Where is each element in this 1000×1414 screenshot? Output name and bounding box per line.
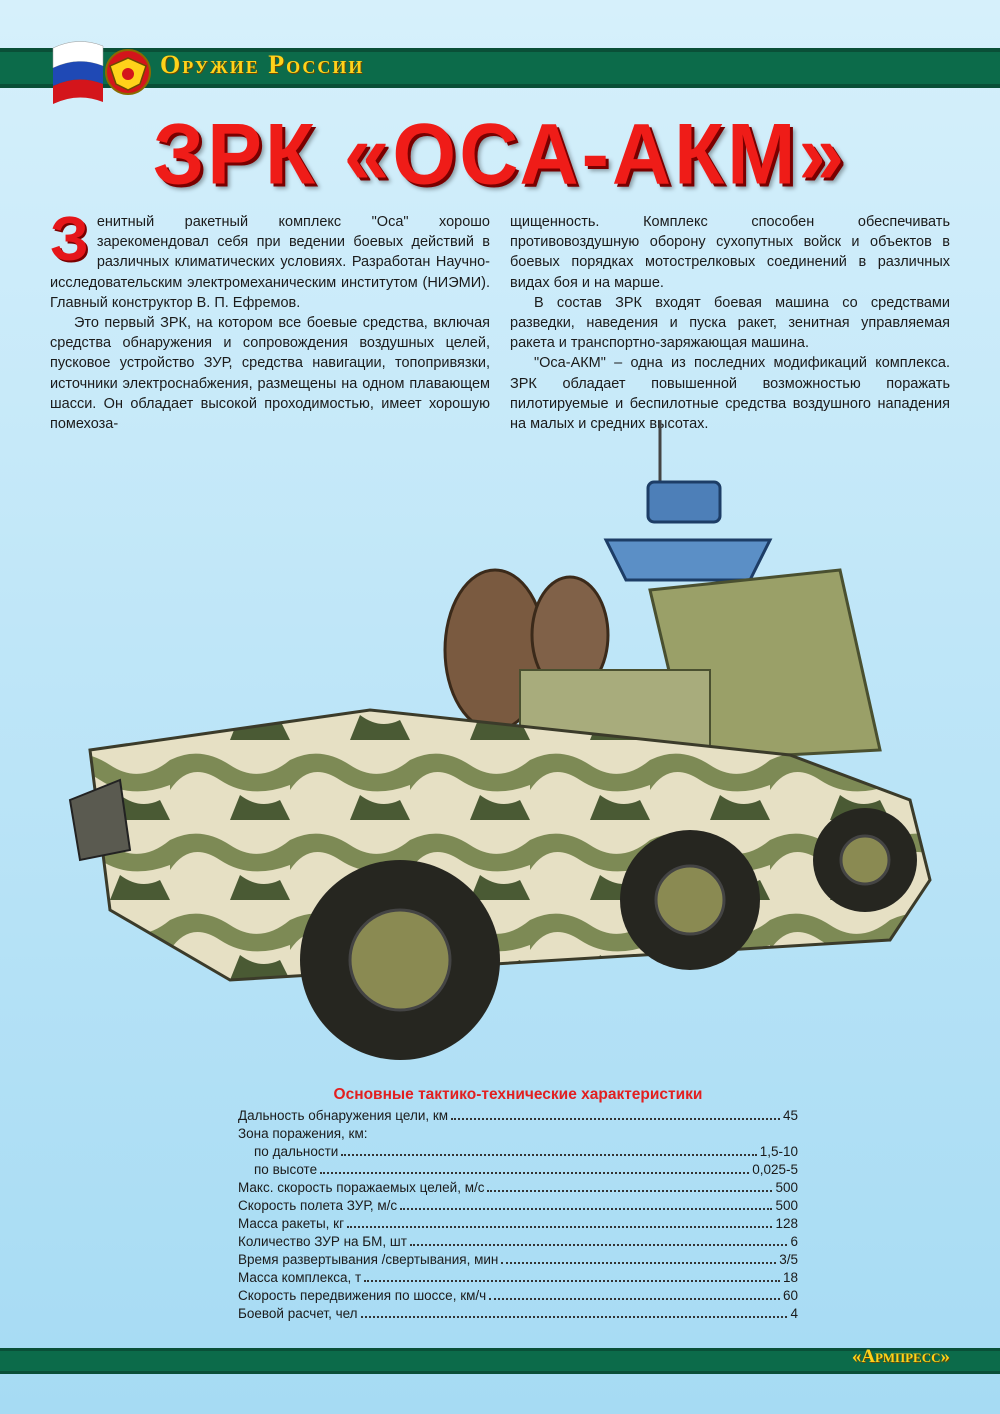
wheel-icon xyxy=(620,830,760,970)
eagle-emblem-icon xyxy=(106,50,150,94)
russian-flag-emblem xyxy=(48,36,158,106)
wheel-icon xyxy=(813,808,917,912)
spec-row: Масса комплекса, т 18 xyxy=(238,1270,798,1285)
article-paragraph: "Оса-АКМ" – одна из последних модификаций комплекса. ЗРК обладает повышенной возможностью поражать пилотируемые и беспилотные средства воздушного нападения на малых и средних высотах. xyxy=(510,355,950,433)
article-column-right xyxy=(510,212,950,434)
article-paragraph: В состав ЗРК входят боевая машина со средствами разведки, наведения и пуска ракет, зенитная управляемая ракета и транспортно-заряжающая машина. xyxy=(510,294,950,352)
spec-row: Время развертывания /свертывания, мин 3/5 xyxy=(238,1252,798,1267)
wheel-icon xyxy=(300,860,500,1060)
spec-row: Дальность обнаружения цели, км 45 xyxy=(238,1108,798,1123)
spec-row: Скорость передвижения по шоссе, км/ч 60 xyxy=(238,1288,798,1303)
spec-row: Боевой расчет, чел 4 xyxy=(238,1306,798,1321)
footer-band xyxy=(0,1348,1000,1374)
spec-row: по высоте 0,025-5 xyxy=(254,1162,798,1177)
dropcap: З xyxy=(50,205,89,274)
article-paragraph: щищенность. Комплекс способен обеспечивать противовоздушную оборону сухопутных войск и объектов в боевых порядках мотострелковых соединений в различных видах боя и на марше. xyxy=(510,214,950,291)
article-paragraph: Это первый ЗРК, на котором все боевые средства, включая средства обнаружения и сопровождения воздушных целей, пусковое устройство ЗУР, средства навигации, топопривязки, источники электроснабжения, размещены на одном плавающем шасси. Он обладает высокой проходимостью, имеет хорошую помехоза- xyxy=(50,315,490,433)
article-column-left xyxy=(50,205,490,434)
specs-table xyxy=(238,1086,798,1324)
spec-row: Макс. скорость поражаемых целей, м/с 500 xyxy=(238,1180,798,1195)
spec-row: Количество ЗУР на БМ, шт 6 xyxy=(238,1234,798,1249)
osa-akm-vehicle-photo xyxy=(50,420,950,1080)
spec-row: Зона поражения, км: xyxy=(238,1126,368,1141)
specs-title: Основные тактико-технические характеристики xyxy=(333,1086,703,1103)
section-title: Оружие России xyxy=(160,50,365,79)
page-title: ЗРК «ОСА-АКМ» xyxy=(152,106,848,203)
spec-row: по дальности 1,5-10 xyxy=(254,1144,798,1159)
article-paragraph: Зенитный ракетный комплекс "Оса" хорошо зарекомендовал себя при ведении боевых действий в различных климатических условиях. Разработан Научно-исследовательским электромеханическим институтом (НИЭМИ). Главный конструктор В. П. Ефремов. xyxy=(50,205,490,311)
publisher-brand: «Армпресс» xyxy=(851,1346,950,1367)
spec-row: Масса ракеты, кг 128 xyxy=(238,1216,798,1231)
spec-row: Скорость полета ЗУР, м/с 500 xyxy=(238,1198,798,1213)
